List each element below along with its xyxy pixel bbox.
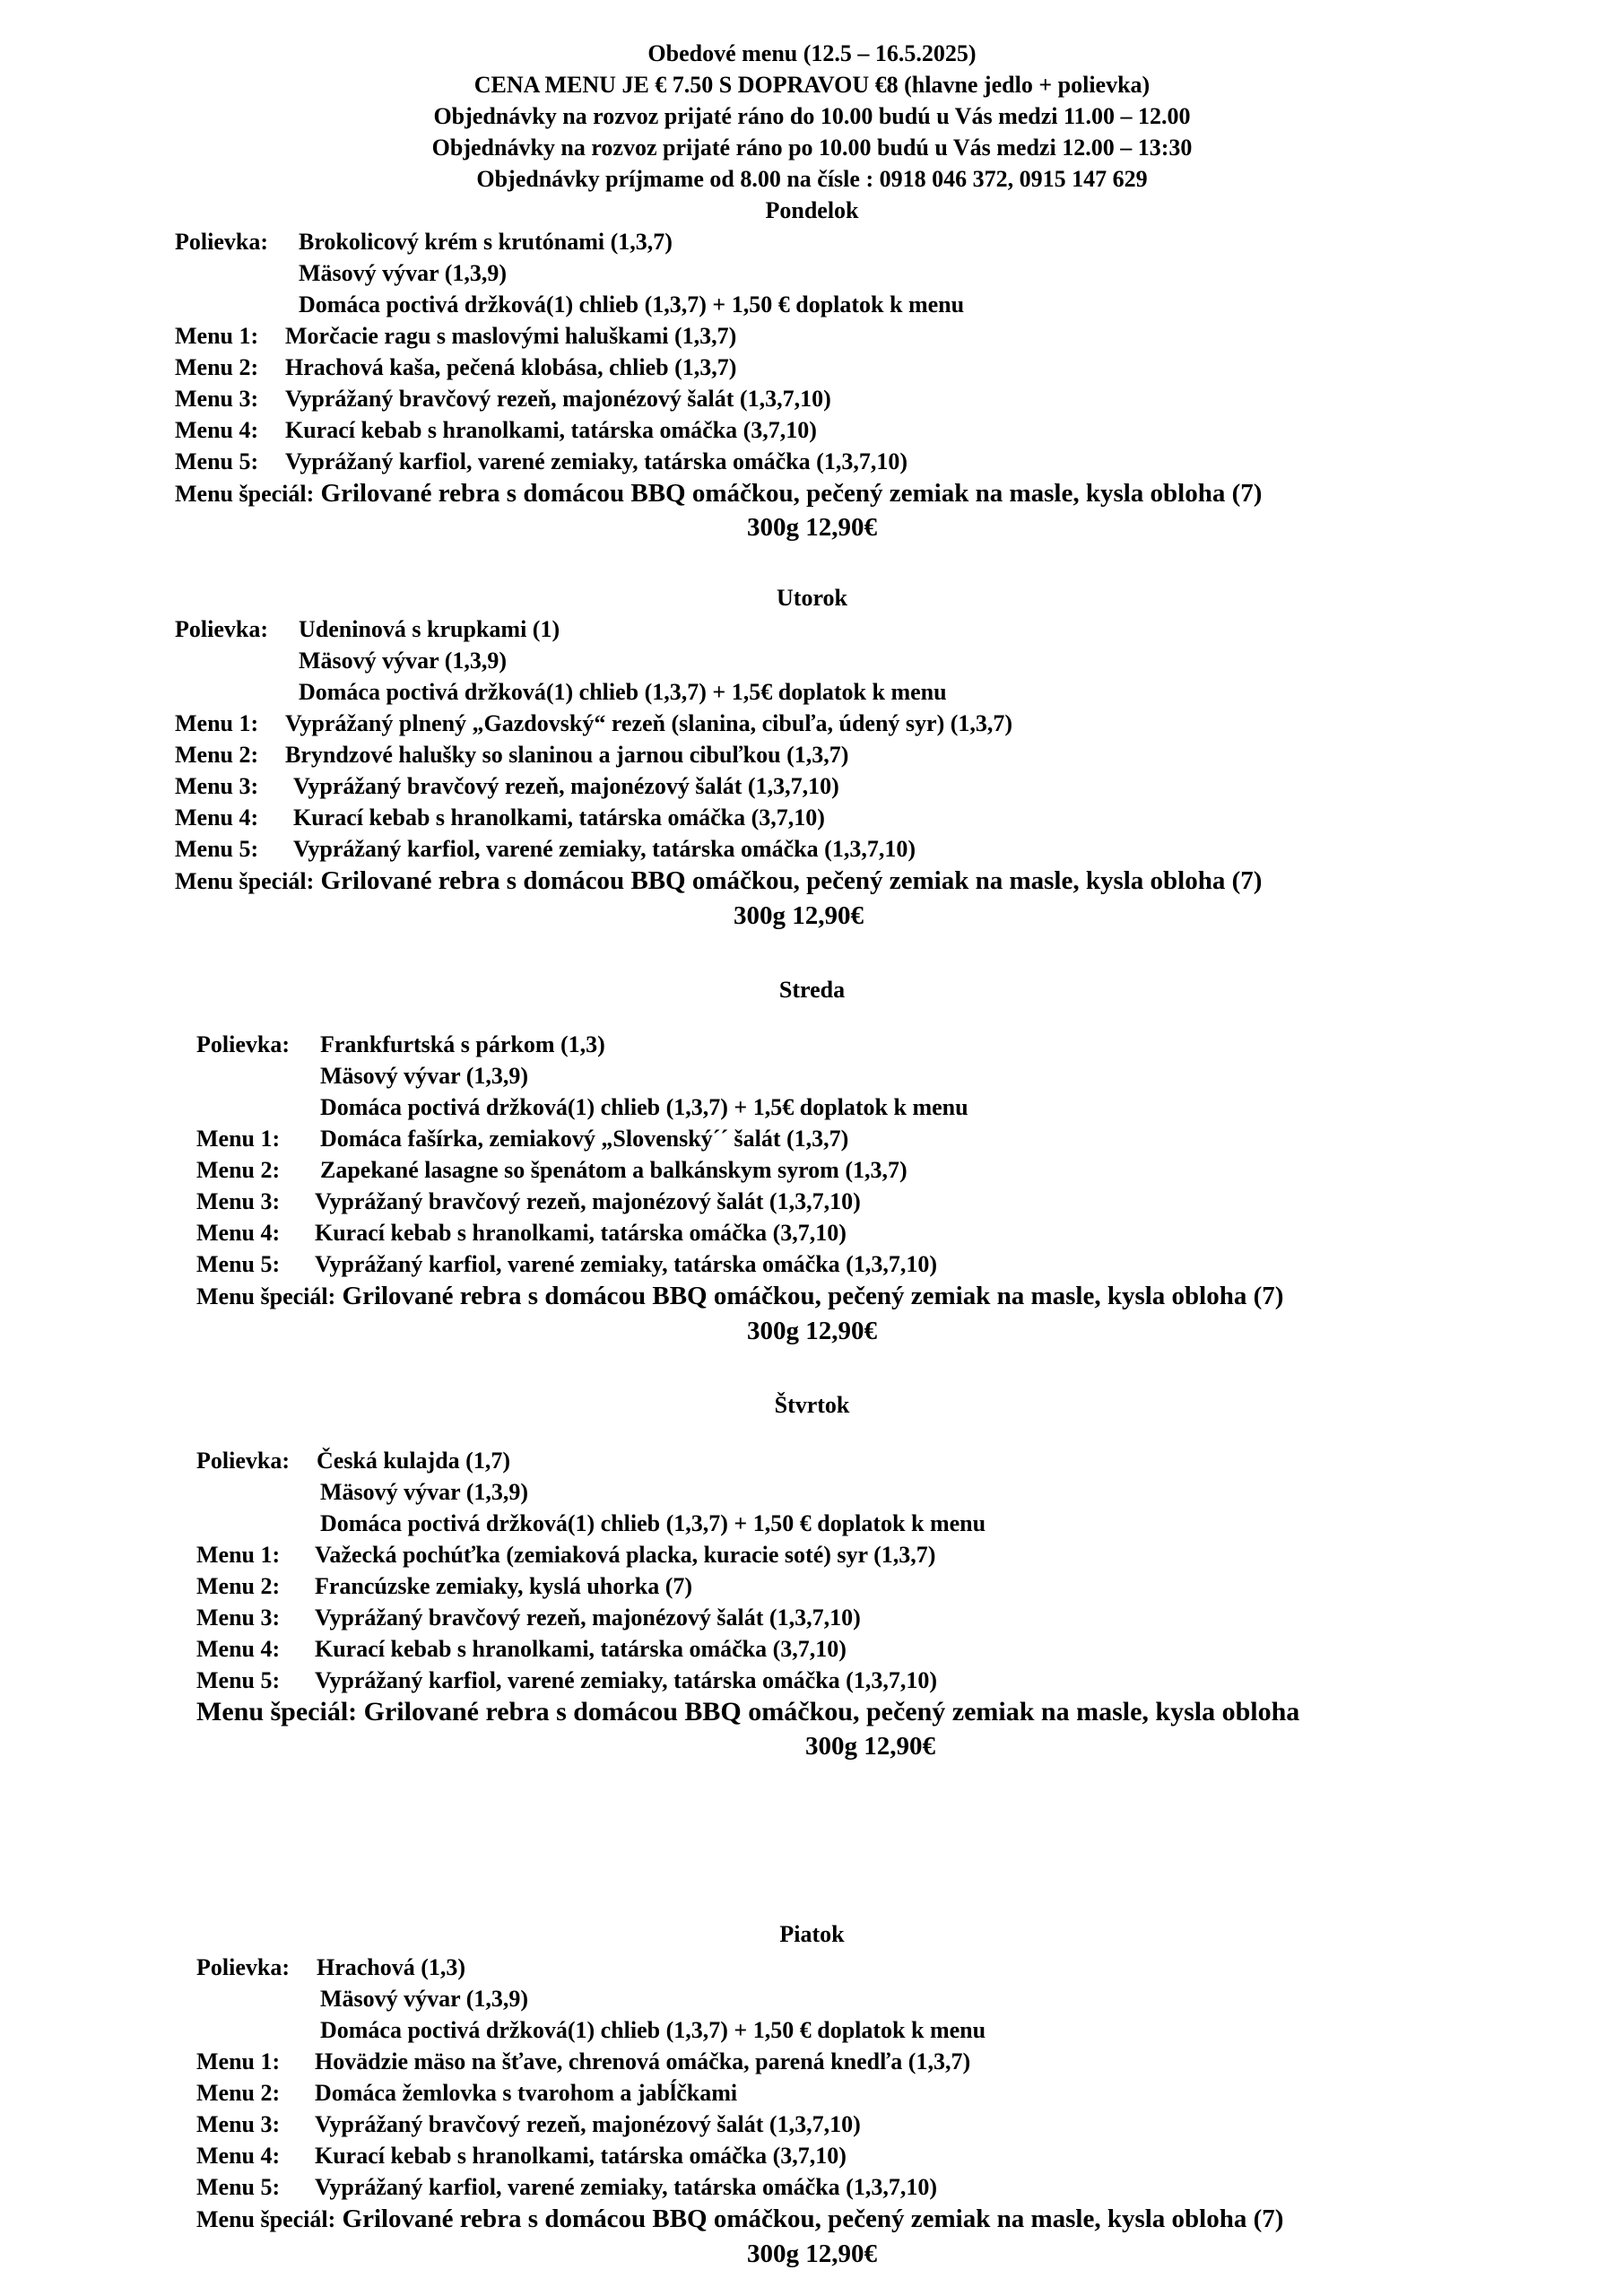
menu-label: Menu 1: bbox=[175, 710, 259, 736]
delivery-info-early: Objednávky na rozvoz prijaté ráno do 10.00 budú u Vás medzi 11.00 – 12.00 bbox=[433, 103, 1191, 129]
menu-special-label: Menu špeciál: bbox=[196, 1697, 358, 1726]
menu-item-5 bbox=[196, 2172, 937, 2203]
menu-item-4 bbox=[196, 2141, 847, 2171]
day-heading-stvrtok: Štvrtok bbox=[774, 1392, 850, 1418]
special-price: 300g 12,90€ bbox=[747, 513, 877, 542]
menu-dish: Kurací kebab s hranolkami, tatárska omáčka (3,7,10) bbox=[315, 1220, 847, 1246]
menu-label: Menu 2: bbox=[175, 742, 259, 768]
menu-special-label: Menu špeciál: bbox=[175, 868, 315, 894]
menu-dish: Kurací kebab s hranolkami, tatárska omáčka (3,7,10) bbox=[315, 1636, 847, 1662]
menu-label: Menu 3: bbox=[196, 2111, 281, 2137]
menu-dish: Vyprážaný karfiol, varené zemiaky, tatárska omáčka (1,3,7,10) bbox=[285, 448, 908, 474]
menu-special-dish: Grilované rebra s domácou BBQ omáčkou, pečený zemiak na masle, kysla obloha bbox=[363, 1697, 1300, 1726]
menu-dish: Kurací kebab s hranolkami, tatárska omáčka (3,7,10) bbox=[315, 2143, 847, 2169]
menu-item-2 bbox=[196, 2078, 737, 2109]
soup-name: Frankfurtská s párkom (1,3) bbox=[320, 1031, 605, 1057]
menu-dish: Francúzske zemiaky, kyslá uhorka (7) bbox=[315, 1573, 693, 1599]
menu-label: Menu 4: bbox=[196, 1220, 281, 1246]
soup-label: Polievka: bbox=[175, 616, 268, 642]
menu-label: Menu 4: bbox=[196, 2143, 281, 2169]
menu-label: Menu 3: bbox=[196, 1605, 281, 1631]
soup-label: Polievka: bbox=[196, 1954, 290, 1980]
page-title: Obedové menu (12.5 – 16.5.2025) bbox=[647, 40, 977, 66]
menu-dish: Vyprážaný bravčový rezeň, majonézový šalát (1,3,7,10) bbox=[315, 1188, 861, 1214]
menu-label: Menu 5: bbox=[175, 836, 259, 862]
menu-item-5 bbox=[196, 1665, 937, 1696]
soup-name: Hrachová (1,3) bbox=[317, 1954, 466, 1980]
menu-special-dish: Grilované rebra s domácou BBQ omáčkou, pečený zemiak na masle, kysla obloha (7) bbox=[320, 866, 1263, 895]
soup-line: Mäsový vývar (1,3,9) bbox=[320, 1479, 529, 1505]
menu-dish: Kurací kebab s hranolkami, tatárska omáčka (3,7,10) bbox=[285, 417, 817, 443]
menu-label: Menu 2: bbox=[175, 354, 259, 380]
menu-label: Menu 2: bbox=[196, 2080, 281, 2106]
menu-item-3 bbox=[196, 2109, 861, 2140]
menu-special-label: Menu špeciál: bbox=[196, 2206, 336, 2232]
price-info: CENA MENU JE € 7.50 S DOPRAVOU €8 (hlavne jedlo + polievka) bbox=[473, 72, 1151, 98]
menu-special-dish: Grilované rebra s domácou BBQ omáčkou, pečený zemiak na masle, kysla obloha (7) bbox=[320, 479, 1263, 508]
menu-item-3 bbox=[175, 771, 839, 802]
menu-dish: Vyprážaný bravčový rezeň, majonézový šalát (1,3,7,10) bbox=[315, 2111, 861, 2137]
menu-label: Menu 2: bbox=[196, 1573, 281, 1599]
menu-item-1 bbox=[196, 1540, 935, 1570]
special-price: 300g 12,90€ bbox=[747, 2239, 877, 2268]
day-heading-pondelok: Pondelok bbox=[765, 197, 859, 223]
soup-label: Polievka: bbox=[196, 1031, 290, 1057]
menu-label: Menu 5: bbox=[196, 2174, 281, 2200]
soup-label: Polievka: bbox=[175, 229, 268, 255]
soup-line bbox=[175, 227, 673, 257]
menu-dish: Vyprážaný plnený „Gazdovský“ rezeň (slanina, cibuľa, údený syr) (1,3,7) bbox=[285, 710, 1013, 736]
soup-line: Domáca poctivá držková(1) chlieb (1,3,7) + 1,5€ doplatok k menu bbox=[320, 1094, 968, 1120]
menu-item-1 bbox=[175, 709, 1012, 739]
menu-item-5 bbox=[196, 1249, 937, 1280]
delivery-info-late: Objednávky na rozvoz prijaté ráno po 10.00 budú u Vás medzi 12.00 – 13:30 bbox=[431, 135, 1193, 161]
menu-dish: Morčacie ragu s maslovými haluškami (1,3,7) bbox=[285, 323, 737, 349]
soup-line bbox=[196, 1952, 465, 1983]
menu-dish: Vyprážaný karfiol, varené zemiaky, tatárska omáčka (1,3,7,10) bbox=[315, 2174, 938, 2200]
soup-line: Mäsový vývar (1,3,9) bbox=[320, 1063, 529, 1089]
soup-line: Mäsový vývar (1,3,9) bbox=[299, 648, 508, 674]
order-phone-info: Objednávky príjmame od 8.00 na čísle : 0918 046 372, 0915 147 629 bbox=[476, 166, 1148, 192]
menu-dish: Domáca fašírka, zemiakový „Slovenský´´ šalát (1,3,7) bbox=[320, 1126, 849, 1152]
menu-dish: Vyprážaný bravčový rezeň, majonézový šalát (1,3,7,10) bbox=[315, 1605, 861, 1631]
soup-line bbox=[175, 614, 560, 645]
menu-item-3 bbox=[196, 1187, 861, 1217]
menu-item-4 bbox=[175, 803, 825, 833]
day-heading-utorok: Utorok bbox=[777, 585, 847, 611]
menu-special bbox=[175, 477, 1262, 510]
menu-label: Menu 5: bbox=[196, 1667, 281, 1693]
menu-dish: Zapekané lasagne so špenátom a balkánskym syrom (1,3,7) bbox=[320, 1157, 908, 1183]
soup-label: Polievka: bbox=[196, 1448, 290, 1474]
menu-item-1 bbox=[196, 1124, 848, 1154]
menu-item-2 bbox=[196, 1571, 692, 1602]
soup-line bbox=[196, 1446, 510, 1476]
menu-special-label: Menu špeciál: bbox=[175, 481, 315, 507]
menu-special-label: Menu špeciál: bbox=[196, 1283, 336, 1309]
menu-dish: Kurací kebab s hranolkami, tatárska omáčka (3,7,10) bbox=[293, 804, 825, 831]
menu-special bbox=[196, 1695, 1299, 1729]
special-price: 300g 12,90€ bbox=[805, 1732, 935, 1761]
menu-item-4 bbox=[196, 1634, 847, 1665]
menu-item-2 bbox=[175, 352, 736, 383]
menu-label: Menu 1: bbox=[196, 1542, 281, 1568]
menu-label: Menu 5: bbox=[175, 448, 259, 474]
menu-special-dish: Grilované rebra s domácou BBQ omáčkou, pečený zemiak na masle, kysla obloha (7) bbox=[342, 2205, 1284, 2233]
menu-item-3 bbox=[175, 384, 831, 414]
menu-special bbox=[196, 2203, 1283, 2236]
menu-dish: Vyprážaný karfiol, varené zemiaky, tatárska omáčka (1,3,7,10) bbox=[315, 1667, 938, 1693]
menu-label: Menu 3: bbox=[175, 773, 259, 799]
soup-line: Domáca poctivá držková(1) chlieb (1,3,7) + 1,50 € doplatok k menu bbox=[320, 1510, 986, 1536]
day-heading-piatok: Piatok bbox=[779, 1921, 845, 1947]
menu-dish: Vyprážaný bravčový rezeň, majonézový šalát (1,3,7,10) bbox=[293, 773, 839, 799]
menu-dish: Domáca žemlovka s tvarohom a jabĺčkami bbox=[315, 2080, 738, 2106]
menu-special-dish: Grilované rebra s domácou BBQ omáčkou, pečený zemiak na masle, kysla obloha (7) bbox=[342, 1282, 1284, 1310]
soup-line bbox=[196, 1030, 605, 1060]
menu-dish: Važecká pochúťka (zemiaková placka, kuracie soté) syr (1,3,7) bbox=[315, 1542, 936, 1568]
menu-item-2 bbox=[175, 740, 848, 770]
menu-label: Menu 3: bbox=[196, 1188, 281, 1214]
menu-item-4 bbox=[196, 1218, 847, 1248]
soup-line: Mäsový vývar (1,3,9) bbox=[320, 1986, 529, 2012]
special-price: 300g 12,90€ bbox=[734, 901, 864, 930]
day-heading-streda: Streda bbox=[778, 977, 846, 1003]
menu-item-1 bbox=[175, 321, 736, 352]
menu-label: Menu 3: bbox=[175, 386, 259, 412]
menu-dish: Hovädzie mäso na šťave, chrenová omáčka, parená knedľa (1,3,7) bbox=[315, 2048, 971, 2074]
menu-label: Menu 2: bbox=[196, 1157, 281, 1183]
menu-item-4 bbox=[175, 415, 817, 446]
soup-name: Česká kulajda (1,7) bbox=[317, 1448, 510, 1474]
menu-dish: Bryndzové halušky so slaninou a jarnou cibuľkou (1,3,7) bbox=[285, 742, 849, 768]
special-price: 300g 12,90€ bbox=[747, 1317, 877, 1345]
menu-item-1 bbox=[196, 2047, 970, 2077]
menu-dish: Vyprážaný karfiol, varené zemiaky, tatárska omáčka (1,3,7,10) bbox=[315, 1251, 938, 1277]
menu-dish: Vyprážaný karfiol, varené zemiaky, tatárska omáčka (1,3,7,10) bbox=[293, 836, 916, 862]
menu-special bbox=[196, 1280, 1283, 1313]
soup-line: Domáca poctivá držková(1) chlieb (1,3,7) + 1,50 € doplatok k menu bbox=[299, 291, 965, 317]
menu-item-5 bbox=[175, 834, 916, 865]
menu-label: Menu 1: bbox=[175, 323, 259, 349]
menu-item-5 bbox=[175, 447, 908, 477]
menu-label: Menu 1: bbox=[196, 2048, 281, 2074]
soup-name: Udeninová s krupkami (1) bbox=[299, 616, 560, 642]
menu-item-3 bbox=[196, 1603, 861, 1633]
menu-label: Menu 4: bbox=[175, 417, 259, 443]
menu-dish: Vyprážaný bravčový rezeň, majonézový šalát (1,3,7,10) bbox=[285, 386, 831, 412]
soup-line: Mäsový vývar (1,3,9) bbox=[299, 260, 508, 286]
soup-name: Brokolicový krém s krutónami (1,3,7) bbox=[299, 229, 673, 255]
menu-dish: Hrachová kaša, pečená klobása, chlieb (1,3,7) bbox=[285, 354, 737, 380]
menu-item-2 bbox=[196, 1155, 908, 1186]
soup-line: Domáca poctivá držková(1) chlieb (1,3,7) + 1,50 € doplatok k menu bbox=[320, 2017, 986, 2043]
menu-label: Menu 5: bbox=[196, 1251, 281, 1277]
menu-label: Menu 4: bbox=[175, 804, 259, 831]
menu-label: Menu 4: bbox=[196, 1636, 281, 1662]
menu-label: Menu 1: bbox=[196, 1126, 281, 1152]
menu-special bbox=[175, 865, 1262, 898]
soup-line: Domáca poctivá držková(1) chlieb (1,3,7) + 1,5€ doplatok k menu bbox=[299, 679, 947, 705]
